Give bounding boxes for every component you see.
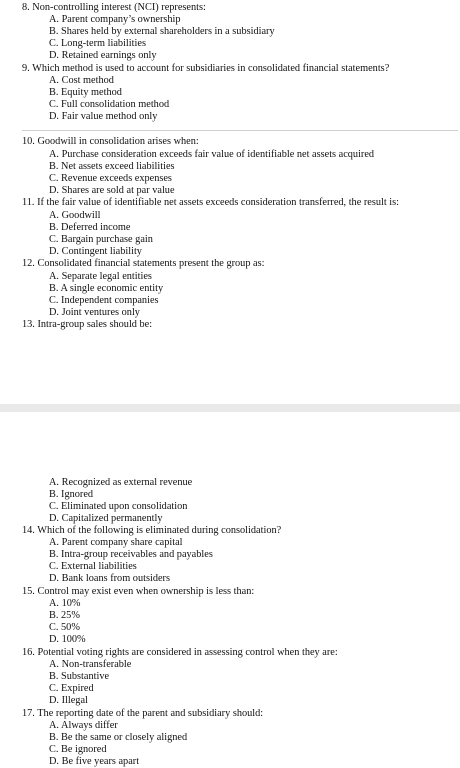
question-10-option-b: B. Net assets exceed liabilities bbox=[49, 161, 175, 172]
question-10-option-c: C. Revenue exceeds expenses bbox=[49, 173, 172, 184]
question-13-option-c: C. Eliminated upon consolidation bbox=[49, 501, 188, 512]
question-11-stem: 11. If the fair value of identifiable net assets exceeds consideration transferred, the result is: bbox=[22, 197, 400, 208]
question-17-stem: 17. The reporting date of the parent and subsidiary should: bbox=[22, 708, 264, 719]
question-8-option-b: B. Shares held by external shareholders in a subsidiary bbox=[49, 26, 275, 37]
question-16-option-a: A. Non-transferable bbox=[49, 659, 132, 670]
question-11-option-b: B. Deferred income bbox=[49, 222, 131, 233]
question-12-stem: 12. Consolidated financial statements present the group as: bbox=[22, 258, 265, 269]
question-9-stem: 9. Which method is used to account for subsidiaries in consolidated financial statements? bbox=[22, 63, 390, 74]
question-14-option-c: C. External liabilities bbox=[49, 561, 137, 572]
question-15-option-d: D. 100% bbox=[49, 634, 86, 645]
question-11-option-c: C. Bargain purchase gain bbox=[49, 234, 153, 245]
question-10-stem: 10. Goodwill in consolidation arises when: bbox=[22, 136, 199, 147]
question-17-option-b: B. Be the same or closely aligned bbox=[49, 732, 188, 743]
question-15-option-c: C. 50% bbox=[49, 622, 80, 633]
question-13-option-d: D. Capitalized permanently bbox=[49, 513, 163, 524]
question-11-option-a: A. Goodwill bbox=[49, 210, 101, 221]
question-14-option-b: B. Intra-group receivables and payables bbox=[49, 549, 213, 560]
question-8-stem: 8. Non-controlling interest (NCI) represents: bbox=[22, 2, 206, 13]
question-8-option-a: A. Parent company’s ownership bbox=[49, 14, 181, 25]
question-12-option-d: D. Joint ventures only bbox=[49, 307, 140, 318]
question-9-option-d: D. Fair value method only bbox=[49, 111, 158, 122]
question-9-option-c: C. Full consolidation method bbox=[49, 99, 170, 110]
page-divider bbox=[22, 130, 458, 131]
question-12-option-b: B. A single economic entity bbox=[49, 283, 164, 294]
question-8-option-c: C. Long-term liabilities bbox=[49, 38, 146, 49]
page-break bbox=[0, 404, 460, 412]
question-10-option-a: A. Purchase consideration exceeds fair value of identifiable net assets acquired bbox=[49, 149, 375, 160]
question-13-option-b: B. Ignored bbox=[49, 489, 94, 500]
question-11-option-d: D. Contingent liability bbox=[49, 246, 142, 257]
question-16-option-c: C. Expired bbox=[49, 683, 94, 694]
question-17-option-c: C. Be ignored bbox=[49, 744, 107, 755]
question-14-stem: 14. Which of the following is eliminated during consolidation? bbox=[22, 525, 282, 536]
question-16-option-b: B. Substantive bbox=[49, 671, 110, 682]
question-12-option-a: A. Separate legal entities bbox=[49, 271, 152, 282]
question-14-option-d: D. Bank loans from outsiders bbox=[49, 573, 170, 584]
question-9-option-a: A. Cost method bbox=[49, 75, 114, 86]
question-13-stem: 13. Intra-group sales should be: bbox=[22, 319, 153, 330]
question-9-option-b: B. Equity method bbox=[49, 87, 122, 98]
question-10-option-d: D. Shares are sold at par value bbox=[49, 185, 175, 196]
question-16-stem: 16. Potential voting rights are considered in assessing control when they are: bbox=[22, 647, 338, 658]
question-14-option-a: A. Parent company share capital bbox=[49, 537, 183, 548]
question-12-option-c: C. Independent companies bbox=[49, 295, 159, 306]
question-13-option-a: A. Recognized as external revenue bbox=[49, 477, 193, 488]
question-8-option-d: D. Retained earnings only bbox=[49, 50, 157, 61]
question-15-option-b: B. 25% bbox=[49, 610, 80, 621]
question-15-stem: 15. Control may exist even when ownership is less than: bbox=[22, 586, 255, 597]
question-17-option-d: D. Be five years apart bbox=[49, 756, 140, 767]
question-15-option-a: A. 10% bbox=[49, 598, 81, 609]
question-16-option-d: D. Illegal bbox=[49, 695, 88, 706]
question-17-option-a: A. Always differ bbox=[49, 720, 118, 731]
